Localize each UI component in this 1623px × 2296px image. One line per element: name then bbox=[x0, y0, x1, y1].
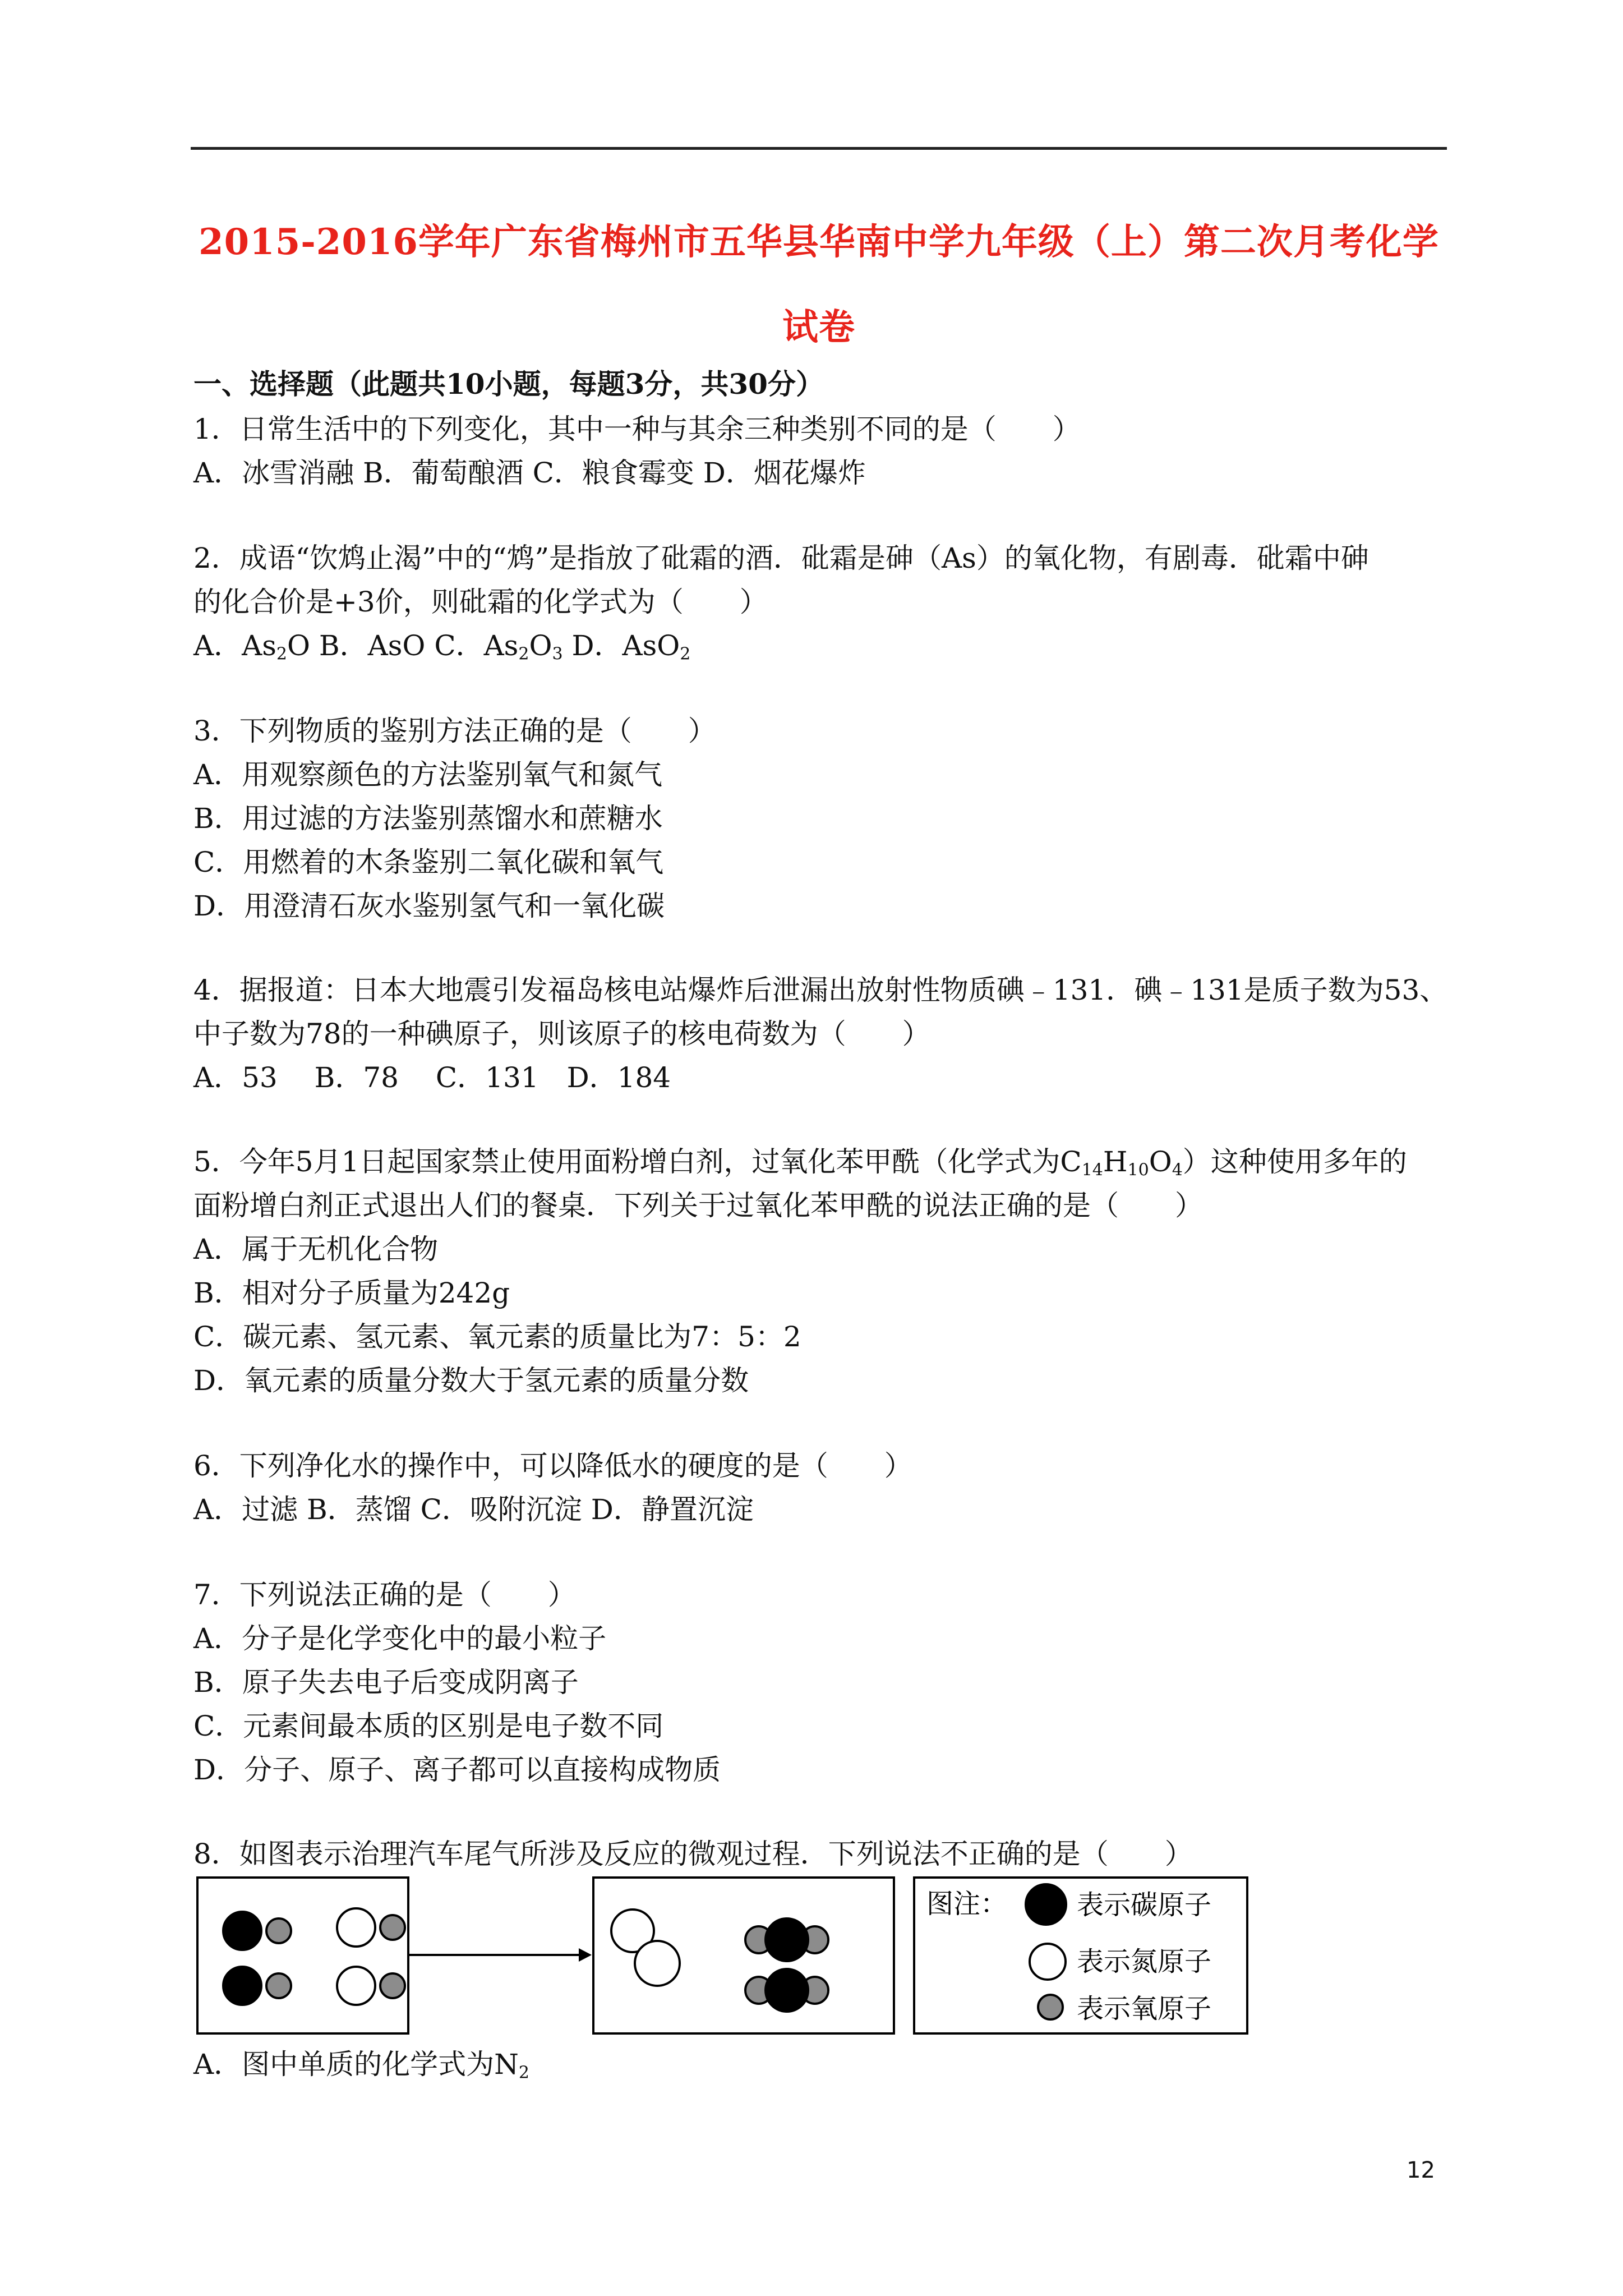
co2-molecule bbox=[745, 1969, 828, 2012]
co-molecule bbox=[223, 1967, 291, 2005]
q7-option-b: B．原子失去电子后变成阴离子 bbox=[193, 1666, 579, 1699]
reaction-diagram bbox=[196, 1876, 1251, 2039]
q2-option-d: D．AsO$_2$ bbox=[571, 629, 691, 664]
legend-oxygen-label: 表示氧原子 bbox=[1077, 1993, 1212, 2024]
q3-option-b: B．用过滤的方法鉴别蒸馏水和蔗糖水 bbox=[193, 802, 663, 835]
q5-option-c: C．碳元素、氢元素、氧元素的质量比为7：5：2 bbox=[193, 1320, 801, 1353]
q8-stem: 8．如图表示治理汽车尾气所涉及反应的微观过程．下列说法不正确的是（ ） bbox=[193, 1838, 1193, 1870]
q1-stem: 1．日常生活中的下列变化，其中一种与其余三种类别不同的是（ ） bbox=[193, 413, 1081, 445]
q8-option-a: A．图中单质的化学式为$N_2$ bbox=[193, 2048, 529, 2083]
q6-stem: 6．下列净化水的操作中，可以降低水的硬度的是（ ） bbox=[193, 1450, 912, 1482]
section-heading: 一、选择题（此题共10小题，每题3分，共30分） bbox=[193, 367, 824, 401]
q3-option-d: D．用澄清石灰水鉴别氢气和一氧化碳 bbox=[193, 890, 665, 922]
no-molecule bbox=[337, 1967, 405, 2005]
carbon-atom-icon bbox=[1026, 1884, 1066, 1925]
q5-option-a: A．属于无机化合物 bbox=[193, 1233, 439, 1266]
q2-options bbox=[193, 629, 690, 671]
q3-option-a: A．用观察颜色的方法鉴别氧气和氮气 bbox=[193, 758, 663, 791]
n2-molecule bbox=[611, 1910, 680, 1986]
q7-stem: 7．下列说法正确的是（ ） bbox=[193, 1579, 576, 1611]
q7-option-c: C．元素间最本质的区别是电子数不同 bbox=[193, 1710, 664, 1742]
q2-option-c: C．$As_2O_3$ bbox=[434, 629, 563, 664]
q2-option-a: A．$As_2O$ bbox=[193, 629, 310, 664]
nitrogen-atom-icon bbox=[1030, 1944, 1066, 1980]
reactants-box bbox=[197, 1878, 408, 2033]
q3-stem: 3．下列物质的鉴别方法正确的是（ ） bbox=[193, 715, 716, 747]
page-title-line2: 试卷 bbox=[782, 306, 855, 348]
q2-stem-line1: 2．成语“饮鸩止渴”中的“鸩”是指放了砒霜的酒．砒霜是砷（As）的氧化物，有剧毒．砒霜中砷 bbox=[193, 542, 1369, 574]
legend-nitrogen-label: 表示氮原子 bbox=[1077, 1946, 1212, 1977]
q5-option-d: D．氧元素的质量分数大于氢元素的质量分数 bbox=[193, 1364, 749, 1397]
q5-stem-line1: 5．今年5月1日起国家禁止使用面粉增白剂，过氧化苯甲酰（化学式为$C_{14}H_{10}O_4$）这种使用多年的 bbox=[193, 1145, 1407, 1180]
legend-carbon-label: 表示碳原子 bbox=[1077, 1889, 1212, 1921]
q2-option-b: B．AsO bbox=[319, 629, 426, 662]
page-title-line1: 2015-2016学年广东省梅州市五华县华南中学九年级（上）第二次月考化学 bbox=[199, 221, 1439, 263]
q5-stem-line2: 面粉增白剂正式退出人们的餐桌．下列关于过氧化苯甲酰的说法正确的是（ ） bbox=[193, 1189, 1203, 1222]
page-number: 12 bbox=[1407, 2157, 1435, 2183]
q2-stem-line2: 的化合价是+3价，则砒霜的化学式为（ ） bbox=[193, 586, 768, 618]
q6-options: A．过滤 B．蒸馏 C．吸附沉淀 D．静置沉淀 bbox=[193, 1493, 754, 1526]
q7-option-a: A．分子是化学变化中的最小粒子 bbox=[193, 1622, 607, 1655]
q7-option-d: D．分子、原子、离子都可以直接构成物质 bbox=[193, 1754, 721, 1786]
q4-stem-line2: 中子数为78的一种碘原子，则该原子的核电荷数为（ ） bbox=[193, 1018, 930, 1050]
q4-options: A．53 B．78 C．131 D．184 bbox=[193, 1061, 671, 1094]
header-rule bbox=[191, 147, 1447, 150]
oxygen-atom-icon bbox=[1038, 1995, 1063, 2019]
legend-title: 图注： bbox=[926, 1888, 1008, 1920]
reaction-arrow bbox=[409, 1948, 592, 1962]
co2-molecule bbox=[745, 1918, 828, 1961]
co-molecule bbox=[223, 1912, 291, 1950]
q1-options: A．冰雪消融 B．葡萄酿酒 C．粮食霉变 D．烟花爆炸 bbox=[193, 457, 866, 489]
no-molecule bbox=[337, 1908, 405, 1947]
q4-stem-line1: 4．据报道：日本大地震引发福岛核电站爆炸后泄漏出放射性物质碘﹣131．碘﹣131是质子数为53、 bbox=[193, 974, 1448, 1006]
q5-option-b: B．相对分子质量为242g bbox=[193, 1277, 510, 1309]
q3-option-c: C．用燃着的木条鉴别二氧化碳和氧气 bbox=[193, 846, 664, 878]
